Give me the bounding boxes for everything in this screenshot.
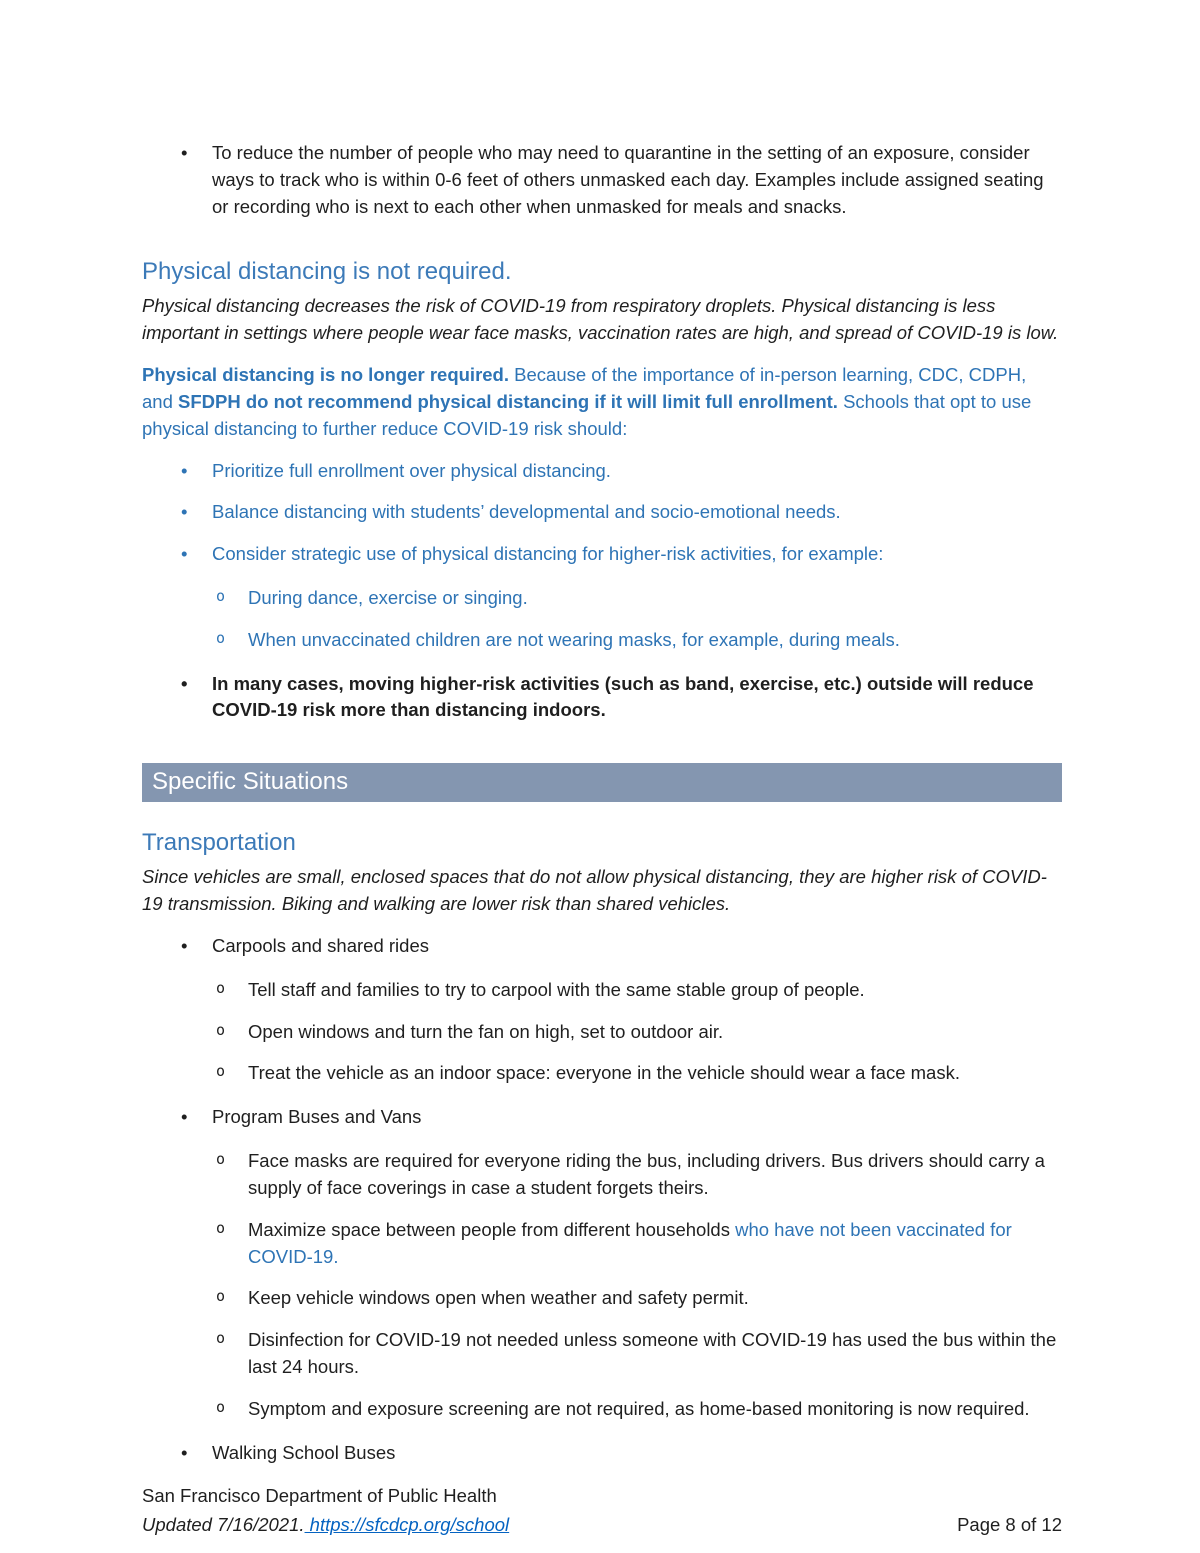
walking-bullet-list [142,1440,1062,1482]
section-bar-title: Specific Situations [152,768,349,796]
list-item [142,458,1062,485]
list-item [142,1148,1062,1202]
carpools-bullet-list [142,933,1062,975]
list-item [142,1217,1062,1271]
footer-row [142,1512,1062,1539]
walking-label: Walking School Buses [212,1441,396,1463]
list-item [142,1327,1062,1381]
bullet-text: Balance distancing with students’ developmental and socio-emotional needs. [212,501,841,523]
sub-bullet-text: Tell staff and families to try to carpool with the same stable group of people. [248,978,865,1000]
emphasis-bullet-text: In many cases, moving higher-risk activities (such as band, exercise, etc.) outside will reduce COVID-19 risk more than distancing indoors. [212,672,1034,721]
sub-bullet-text-blue: who have not been vaccinated for COVID-19. [248,1218,1012,1267]
sub-bullet-text: Face masks are required for everyone riding the bus, including drivers. Bus drivers should carry a supply of face coverings in case a student forgets theirs. [248,1150,1045,1198]
carpools-label: Carpools and shared rides [212,935,429,956]
physical-distancing-sub-bullets [142,585,1062,669]
sub-bullet-text: Open windows and turn the fan on high, set to outdoor air. [248,1020,724,1042]
footer-org: San Francisco Department of Public Health [142,1485,497,1507]
footer [142,1483,1062,1539]
buses-label: Program Buses and Vans [212,1106,422,1128]
list-item [142,499,1062,526]
list-item [142,1396,1062,1423]
list-item [142,1104,1062,1131]
section-bar-specific-situations [142,763,1062,802]
physical-distancing-paragraph [142,362,1062,442]
list-item [142,977,1062,1004]
list-item [142,1019,1062,1046]
list-item [142,585,1062,612]
list-item [142,933,1062,960]
sub-bullet-text: When unvaccinated children are not wearing masks, for example, during meals. [248,628,900,650]
sub-bullet-text: Maximize space between people from different households [248,1218,736,1240]
heading-transportation: Transportation [142,829,296,857]
heading-physical-distancing: Physical distancing is not required. [142,258,512,286]
buses-bullet-list [142,1104,1062,1146]
list-item [142,627,1062,654]
paragraph-bold-segment: Physical distancing is no longer required. [142,364,510,386]
list-item [142,1285,1062,1312]
footer-updated: Updated 7/16/2021. [142,1514,305,1536]
transportation-lead: Since vehicles are small, enclosed spaces that do not allow physical distancing, they are higher risk of COVID-19 transmission. Biking and walking are lower risk than shared vehicles. [142,866,1047,915]
sub-bullet-text: Keep vehicle windows open when weather and safety permit. [248,1287,749,1309]
buses-sub-bullets [142,1148,1062,1438]
sub-bullet-text: Symptom and exposure screening are not required, as home-based monitoring is now required. [248,1397,1030,1419]
footer-link[interactable]: https://sfcdcp.org/school [304,1514,510,1536]
footer-updated-line [142,1512,509,1539]
list-item [142,1060,1062,1087]
footer-page-number: Page 8 of 12 [957,1514,1062,1536]
list-item [142,541,1062,568]
list-item [142,1440,1062,1467]
paragraph-text-segment: Schools that opt to use physical distancing to further reduce COVID-19 risk should: [142,390,1032,439]
emphasis-bullet [142,671,1062,725]
paragraph-text-segment: Because of the importance of in-person learning, CDC, CDPH, and [142,364,1027,412]
bullet-text: Prioritize full enrollment over physical distancing. [212,459,611,481]
sub-bullet-text: Disinfection for COVID-19 not needed unless someone with COVID-19 has used the bus within the last 24 hours. [248,1329,1057,1377]
sub-bullet-text: Treat the vehicle as an indoor space: everyone in the vehicle should wear a face mask. [248,1062,960,1084]
quarantine-tracking-text: To reduce the number of people who may need to quarantine in the setting of an exposure, consider ways to track who is within 0-6 feet of others unmasked each day. Examples include assigned seating or recording who is next to each other when unmasked for meals and snacks. [212,142,1044,217]
emphasis-bullet-list [142,671,1062,740]
carpools-sub-bullets [142,977,1062,1102]
physical-distancing-bullets [142,458,1062,583]
physical-distancing-lead: Physical distancing decreases the risk of COVID-19 from respiratory droplets. Physical distancing is less important in settings where people wear face masks, vaccination rates are high, and spread of COVID-19 is low. [142,295,1059,344]
quarantine-tracking-list [142,140,1062,235]
list-item [142,140,1062,220]
sub-bullet-text: During dance, exercise or singing. [248,586,528,608]
paragraph-bold-segment: SFDPH do not recommend physical distancing if it will limit full enrollment. [178,390,838,412]
bullet-text: Consider strategic use of physical distancing for higher-risk activities, for example: [212,543,884,565]
